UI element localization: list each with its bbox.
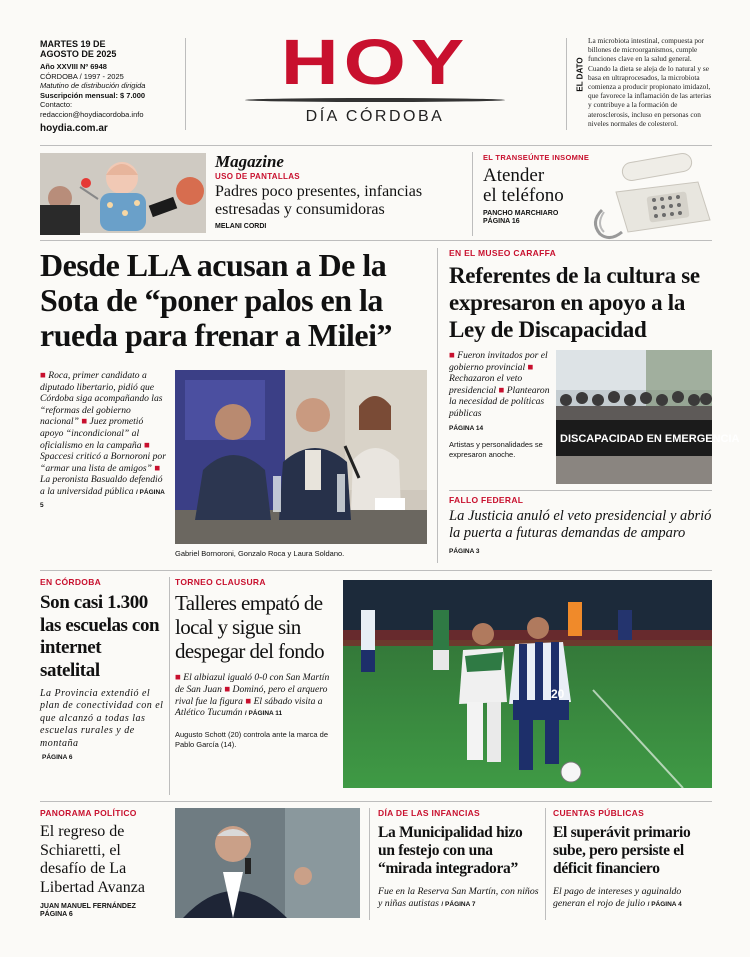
dato-divider bbox=[566, 38, 567, 130]
transeunte-byline: PANCHO MARCHIARO bbox=[483, 210, 559, 217]
caraffa-section[interactable] bbox=[449, 248, 712, 343]
panorama-section[interactable] bbox=[40, 808, 168, 918]
caraffa-bullet: Rechazaron el veto presidencial bbox=[449, 373, 523, 396]
section-rule bbox=[40, 240, 712, 241]
caraffa-bullet: Plantearon la necesidad de políticas públicas bbox=[449, 384, 550, 419]
escuelas-section[interactable] bbox=[40, 577, 164, 761]
talleres-bullets bbox=[175, 672, 335, 720]
bullet-icon: ■ bbox=[175, 672, 184, 683]
dato-label: EL DATO bbox=[575, 57, 585, 92]
cuentas-page-ref: / PÁGINA 4 bbox=[647, 901, 682, 908]
cuentas-text: El pago de intereses y aguinaldo generan el rojo de julio bbox=[553, 886, 682, 909]
infancias-text: Fue en la Reserva San Martín, con niños y niñas autistas bbox=[378, 886, 539, 909]
magazine-label: Magazine bbox=[215, 152, 284, 171]
column-divider bbox=[169, 577, 170, 795]
fallo-page-ref: PÁGINA 3 bbox=[449, 548, 480, 555]
section-rule bbox=[449, 490, 712, 491]
transeunte-page: PÁGINA 16 bbox=[483, 218, 520, 225]
transeunte-headline-2: el teléfono bbox=[483, 185, 564, 206]
column-divider bbox=[437, 248, 438, 563]
city-years: CÓRDOBA / 1997 - 2025 bbox=[40, 71, 124, 81]
lead-bullet: La peronista Basualdo defendió a la universidad pública bbox=[40, 474, 163, 497]
section-rule bbox=[40, 801, 712, 802]
lead-bullet: Spaccesi criticó a Bornoroni por “armar una lista de amigos” bbox=[40, 451, 166, 474]
transeunte-kicker: EL TRANSEÚNTE INSOMNE bbox=[483, 153, 590, 162]
talleres-section[interactable] bbox=[175, 577, 335, 749]
logo-text: HOY bbox=[280, 26, 470, 98]
panorama-kicker: PANORAMA POLÍTICO bbox=[40, 808, 137, 818]
contact-email[interactable]: redaccion@hoydiacordoba.info bbox=[40, 109, 144, 119]
magazine-illustration bbox=[40, 153, 206, 233]
caraffa-bullets bbox=[449, 350, 551, 459]
bullet-icon: ■ bbox=[449, 350, 458, 361]
lead-bullet: Juez prometió apoyo “incondicional” al oficialismo en la campaña bbox=[40, 416, 144, 451]
panorama-byline: JUAN MANUEL FERNÁNDEZ bbox=[40, 903, 136, 910]
date-line: MARTES 19 DE bbox=[40, 39, 106, 49]
magazine-section[interactable] bbox=[215, 153, 465, 230]
contact-label: Contacto: bbox=[40, 100, 73, 110]
panorama-photo[interactable] bbox=[175, 808, 360, 918]
lead-page-ref: / PÁGINA 5 bbox=[40, 488, 165, 509]
lead-bullets bbox=[40, 370, 168, 511]
issue-number: Año XXVIII Nº 6948 bbox=[40, 62, 107, 71]
fallo-kicker: FALLO FEDERAL bbox=[449, 495, 524, 505]
dato-text: La microbiota intestinal, compuesta por billones de microorganismos, cumple funciones clave en la salud general. Cuando la dieta se aleja de lo natural y se basa en ultraprocesados, la microbiota comienza a producir propionato imidazol, que favorece la inflamación de las arterias y contribuye a la formación de aterosclerosis, incluso en personas con niveles normales de colesterol. bbox=[588, 36, 712, 128]
cuentas-body bbox=[553, 886, 713, 911]
talleres-bullet: El sábado visita a Atlético Tucumán bbox=[175, 695, 323, 719]
infancias-page-ref: / PÁGINA 7 bbox=[441, 901, 476, 908]
column-divider bbox=[369, 808, 370, 920]
column-divider bbox=[472, 152, 473, 236]
talleres-bullet: Dominó, pero el arquero rival fue la figura bbox=[175, 683, 328, 707]
cuentas-kicker: CUENTAS PÚBLICAS bbox=[553, 808, 645, 818]
magazine-headline[interactable]: Padres poco presentes, infancias estresadas y consumidoras bbox=[215, 183, 423, 218]
caraffa-caption: Artistas y personalidades se expresaron anoche. bbox=[449, 440, 543, 459]
infancias-kicker: DÍA DE LAS INFANCIAS bbox=[378, 808, 481, 818]
jersey-number: 20 bbox=[551, 687, 565, 701]
lead-caption: Gabriel Bornoroni, Gonzalo Roca y Laura Soldano. bbox=[175, 549, 345, 558]
infancias-section[interactable] bbox=[378, 808, 540, 911]
bullet-icon: ■ bbox=[81, 416, 90, 428]
talleres-caption: Augusto Schott (20) controla ante la marca de Pablo García (14). bbox=[175, 730, 329, 749]
bullet-icon: ■ bbox=[527, 361, 534, 373]
distribution: Matutino de distribución dirigida bbox=[40, 81, 146, 91]
masthead-divider bbox=[185, 38, 186, 130]
escuelas-headline[interactable]: Son casi 1.300 las escuelas con internet satelital bbox=[40, 592, 160, 681]
talleres-bullet: El albiazul igualó 0-0 con San Martín de San Juan bbox=[175, 672, 330, 695]
panorama-headline[interactable]: El regreso de Schiaretti, el desafío de La Libertad Avanza bbox=[40, 823, 145, 896]
masthead-info bbox=[40, 39, 180, 136]
fallo-headline[interactable]: La Justicia anuló el veto presidencial y abrió la puerta a futuras demandas de amparo bbox=[449, 508, 712, 541]
talleres-photo[interactable] bbox=[343, 580, 712, 788]
escuelas-page-ref: PÁGINA 6 bbox=[42, 754, 73, 762]
talleres-page-ref: / PÁGINA 11 bbox=[244, 710, 283, 718]
caraffa-page-ref: PÁGINA 14 bbox=[449, 424, 484, 432]
telephone-icon bbox=[588, 142, 713, 242]
caraffa-bullet: Fueron invitados por el gobierno provincial bbox=[449, 350, 548, 373]
subscription: Suscripción mensual: $ 7.000 bbox=[40, 90, 146, 100]
caraffa-banner: DISCAPACIDAD EN EMERGENCIA bbox=[560, 433, 740, 445]
section-rule bbox=[40, 570, 712, 571]
cuentas-section[interactable] bbox=[553, 808, 713, 911]
infancias-body bbox=[378, 886, 540, 911]
bullet-icon: ■ bbox=[40, 370, 49, 381]
website-link[interactable]: hoydia.com.ar bbox=[40, 122, 108, 134]
logo-swoosh bbox=[245, 98, 505, 102]
bullet-icon: ■ bbox=[143, 439, 150, 451]
lead-bullet: Roca, primer candidato a diputado libertario, pidió que Córdoba siga acompañando las “reformas del gobierno nacional” bbox=[40, 370, 163, 428]
infancias-headline[interactable]: La Municipalidad hizo un festejo con una “mirada integradora” bbox=[378, 824, 523, 877]
magazine-kicker: USO DE PANTALLAS bbox=[215, 172, 300, 181]
talleres-kicker: TORNEO CLAUSURA bbox=[175, 577, 266, 587]
talleres-headline[interactable]: Talleres empató de local y sigue sin despegar del fondo bbox=[175, 591, 324, 663]
lead-headline[interactable]: Desde LLA acusan a De la Sota de “poner palos en la rueda para frenar a Milei” bbox=[40, 247, 392, 353]
transeunte-headline-1: Atender bbox=[483, 165, 545, 186]
date-line: AGOSTO DE 2025 bbox=[40, 49, 117, 59]
caraffa-kicker: EN EL MUSEO CARAFFA bbox=[449, 248, 557, 258]
logo[interactable] bbox=[230, 26, 520, 130]
magazine-byline: MELANI CORDI bbox=[215, 223, 267, 230]
bullet-icon: ■ bbox=[154, 462, 161, 474]
bullet-icon: ■ bbox=[498, 384, 507, 396]
logo-subtitle: DÍA CÓRDOBA bbox=[305, 108, 445, 125]
panorama-page: PÁGINA 6 bbox=[40, 911, 73, 918]
cuentas-headline[interactable]: El superávit primario sube, pero persiste el déficit financiero bbox=[553, 824, 691, 877]
escuelas-body: La Provincia extendió el plan de conectividad con el que alcanzó a todas las escuelas rurales y de montaña bbox=[40, 688, 164, 749]
fallo-section[interactable] bbox=[449, 495, 712, 555]
bullet-icon: ■ bbox=[224, 683, 233, 695]
caraffa-photo[interactable] bbox=[556, 350, 740, 484]
caraffa-headline[interactable]: Referentes de la cultura se expresaron en apoyo a la Ley de Discapacidad bbox=[449, 263, 700, 342]
lead-photo[interactable] bbox=[175, 370, 427, 544]
bullet-icon: ■ bbox=[245, 695, 254, 707]
escuelas-kicker: EN CÓRDOBA bbox=[40, 577, 102, 587]
transeunte-section[interactable] bbox=[483, 153, 593, 225]
column-divider bbox=[545, 808, 546, 920]
